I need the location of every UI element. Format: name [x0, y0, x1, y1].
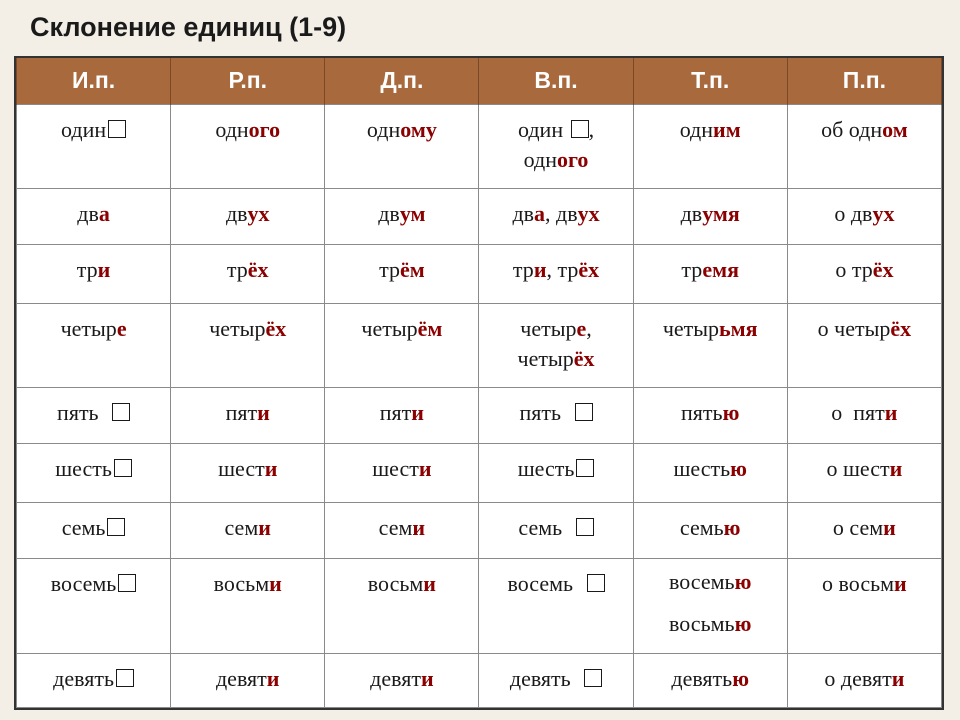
- cell-genitive: пяти: [171, 388, 325, 444]
- cell-nominative: пять: [17, 388, 171, 444]
- cell-dative: одному: [325, 104, 479, 188]
- ending: и: [423, 571, 436, 597]
- cell-genitive: двух: [171, 188, 325, 244]
- empty-ending-box-icon: [584, 669, 602, 687]
- cell-accusative: семь: [479, 502, 633, 558]
- cell-instrumental: одним: [633, 104, 787, 188]
- cell-prepositional: о трёх: [787, 245, 941, 303]
- cell-dative: двум: [325, 188, 479, 244]
- cell-genitive: трёх: [171, 245, 325, 303]
- cell-accusative: два, двух: [479, 188, 633, 244]
- cell-dative: четырём: [325, 303, 479, 387]
- cell-prepositional: о девяти: [787, 653, 941, 707]
- cell-accusative: три, трёх: [479, 245, 633, 303]
- ending: ёх: [573, 345, 595, 371]
- ending: ух: [247, 200, 270, 226]
- cell-genitive: девяти: [171, 653, 325, 707]
- cell-instrumental: пятью: [633, 388, 787, 444]
- cell-nominative: семь: [17, 502, 171, 558]
- ending: ю: [734, 569, 752, 595]
- cell-instrumental: шестью: [633, 444, 787, 502]
- declension-table: [14, 56, 944, 710]
- table-row: [17, 502, 942, 558]
- table-row: [17, 559, 942, 654]
- empty-ending-box-icon: [576, 459, 594, 477]
- cell-nominative: три: [17, 245, 171, 303]
- ending: ого: [556, 146, 589, 172]
- empty-ending-box-icon: [112, 403, 130, 421]
- cell-genitive: шести: [171, 444, 325, 502]
- ending: ум: [399, 200, 426, 226]
- ending: и: [266, 665, 280, 691]
- ending: им: [713, 116, 741, 142]
- cell-dative: семи: [325, 502, 479, 558]
- empty-ending-box-icon: [575, 403, 593, 421]
- ending: ом: [882, 116, 908, 142]
- ending: ух: [872, 200, 895, 226]
- ending: ому: [400, 116, 437, 142]
- cell-accusative: шесть: [479, 444, 633, 502]
- table-row: [17, 188, 942, 244]
- ending: емя: [702, 257, 739, 283]
- table-row: [17, 303, 942, 387]
- cell-instrumental: семью: [633, 502, 787, 558]
- cell-genitive: семи: [171, 502, 325, 558]
- cell-prepositional: о четырёх: [787, 303, 941, 387]
- ending: и: [533, 257, 547, 283]
- cell-prepositional: о шести: [787, 444, 941, 502]
- ending: и: [894, 571, 907, 597]
- ending: а: [534, 200, 546, 226]
- ending: а: [98, 200, 110, 226]
- cell-nominative: девять: [17, 653, 171, 707]
- table-row: [17, 104, 942, 188]
- ending: ю: [732, 665, 750, 691]
- ending: ёх: [578, 257, 600, 283]
- ending: и: [883, 514, 896, 540]
- cell-genitive: одного: [171, 104, 325, 188]
- header-genitive: Р.п.: [171, 58, 325, 104]
- ending: и: [411, 400, 424, 426]
- cell-instrumental: девятью: [633, 653, 787, 707]
- ending: ёх: [890, 315, 912, 341]
- ending: и: [418, 456, 432, 482]
- cell-instrumental: четырьмя: [633, 303, 787, 387]
- ending: и: [269, 571, 282, 597]
- empty-ending-box-icon: [118, 574, 136, 592]
- cell-prepositional: о двух: [787, 188, 941, 244]
- cell-prepositional: о семи: [787, 502, 941, 558]
- cell-dative: девяти: [325, 653, 479, 707]
- empty-ending-box-icon: [576, 518, 594, 536]
- ending: ю: [723, 514, 741, 540]
- cell-instrumental: двумя: [633, 188, 787, 244]
- table-row: [17, 388, 942, 444]
- cell-instrumental: тремя: [633, 245, 787, 303]
- empty-ending-box-icon: [571, 120, 589, 138]
- cell-dative: трём: [325, 245, 479, 303]
- header-prepositional: П.п.: [787, 58, 941, 104]
- ending: и: [257, 400, 270, 426]
- ending: и: [412, 514, 426, 540]
- ending: и: [884, 400, 898, 426]
- cell-accusative: один , одного: [479, 104, 633, 188]
- empty-ending-box-icon: [116, 669, 134, 687]
- ending: и: [891, 665, 905, 691]
- cell-genitive: восьми: [171, 559, 325, 654]
- table-row: [17, 444, 942, 502]
- header-nominative: И.п.: [17, 58, 171, 104]
- cell-accusative: пять: [479, 388, 633, 444]
- ending: е: [576, 315, 587, 341]
- cell-nominative: один: [17, 104, 171, 188]
- empty-ending-box-icon: [587, 574, 605, 592]
- empty-ending-box-icon: [107, 518, 125, 536]
- ending: умя: [702, 200, 740, 226]
- cell-nominative: четыре: [17, 303, 171, 387]
- cell-prepositional: о пяти: [787, 388, 941, 444]
- ending: ю: [722, 400, 740, 426]
- ending: ьмя: [719, 315, 758, 341]
- ending: и: [420, 665, 434, 691]
- empty-ending-box-icon: [108, 120, 126, 138]
- cell-accusative: восемь: [479, 559, 633, 654]
- ending: и: [889, 456, 903, 482]
- ending: ёх: [872, 257, 894, 283]
- header-row: [17, 58, 942, 104]
- ending: ём: [399, 257, 425, 283]
- ending: ёх: [265, 315, 287, 341]
- ending: ём: [417, 315, 443, 341]
- cell-accusative: девять: [479, 653, 633, 707]
- cell-instrumental: восемью восьмью: [633, 559, 787, 654]
- cell-nominative: два: [17, 188, 171, 244]
- cell-dative: пяти: [325, 388, 479, 444]
- header-dative: Д.п.: [325, 58, 479, 104]
- cell-dative: восьми: [325, 559, 479, 654]
- ending: ю: [734, 611, 752, 637]
- ending: ю: [730, 456, 747, 482]
- cell-nominative: шесть: [17, 444, 171, 502]
- ending: ого: [248, 116, 281, 142]
- ending: е: [116, 315, 127, 341]
- table-row: [17, 653, 942, 707]
- ending: и: [264, 456, 278, 482]
- cell-dative: шести: [325, 444, 479, 502]
- ending: ёх: [247, 257, 269, 283]
- cell-prepositional: о восьми: [787, 559, 941, 654]
- cell-accusative: четыре, четырёх: [479, 303, 633, 387]
- ending: и: [258, 514, 271, 540]
- empty-ending-box-icon: [114, 459, 132, 477]
- header-accusative: В.п.: [479, 58, 633, 104]
- header-instrumental: Т.п.: [633, 58, 787, 104]
- table-row: [17, 245, 942, 303]
- ending: и: [97, 257, 111, 283]
- cell-genitive: четырёх: [171, 303, 325, 387]
- page-title: Склонение единиц (1-9): [30, 12, 347, 42]
- cell-prepositional: об одном: [787, 104, 941, 188]
- ending: ух: [577, 200, 600, 226]
- cell-nominative: восемь: [17, 559, 171, 654]
